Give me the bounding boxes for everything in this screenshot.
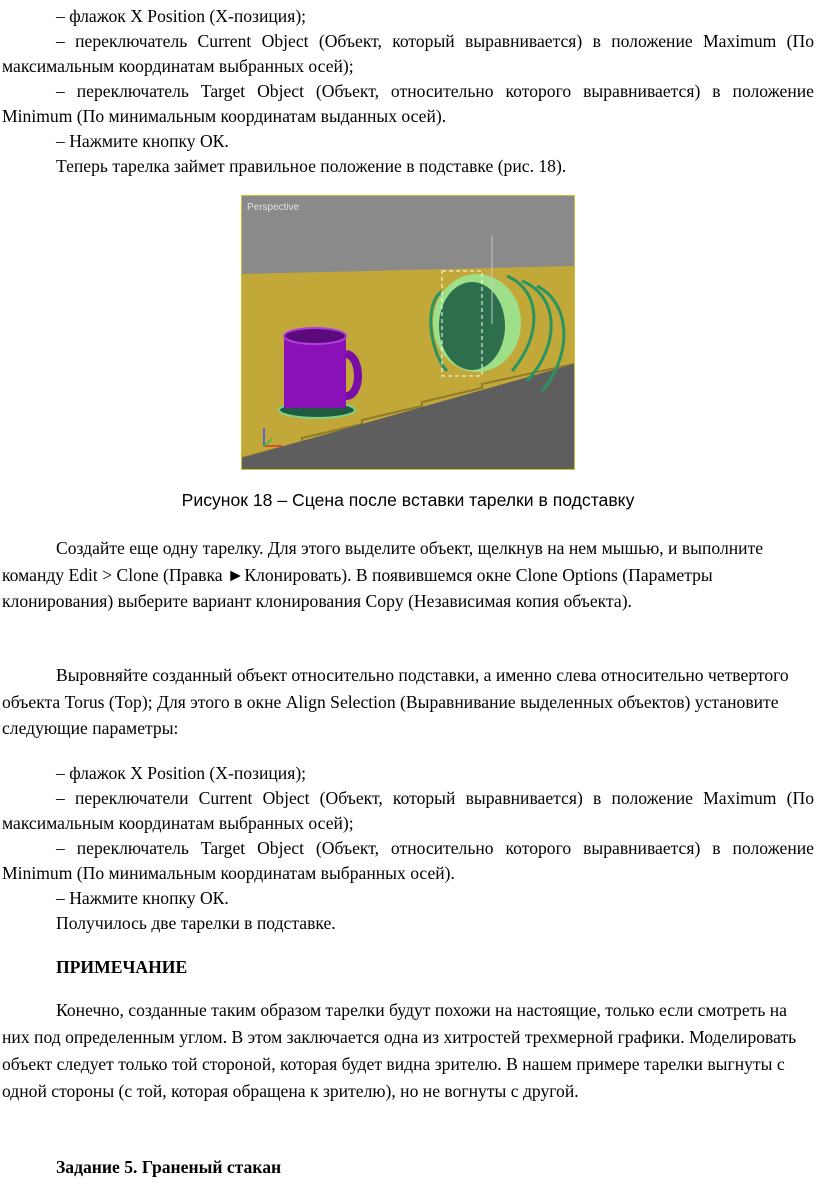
mug-top <box>284 328 346 344</box>
note-paragraph: Конечно, созданные таким образом тарелки будут похожи на настоящие, только если смотреть на них под определенным углом. В этом заключается одна из хитростей трехмерной графики. Моделировать объект следует только той стороной, которая будет видна зрителю. В нашем примере тарелки выгнуты с одной стороны (с той, которая обращена к зрителю), но не вогнуты с другой. <box>2 1000 797 1101</box>
figure-caption: Рисунок 18 – Сцена после вставки тарелки в подставку <box>181 490 635 510</box>
figure-18-viewport <box>241 195 575 470</box>
note-heading: ПРИМЕЧАНИЕ <box>56 957 188 977</box>
list-top <box>2 4 814 179</box>
list-item-current-object: – переключатель Current Object (Объект, который выравнивается) в положение Maximum (По максимальным координатам выбранных осей); <box>2 31 814 76</box>
paragraph-align: Выровняйте созданный объект относительно подставки, а именно слева относительно четвертого объекта Torus (Top); Для этого в окне Align Selection (Выравнивание выделенных объектов) установите следующие параметры: <box>2 665 789 738</box>
list-item-result: Теперь тарелка займет правильное положение в подставке (рис. 18). <box>56 156 567 176</box>
scene-render <box>242 196 574 469</box>
list-bottom <box>2 761 814 936</box>
list-item-x-position: – флажок X Position (X-позиция); <box>56 763 307 783</box>
list-item-x-position: – флажок X Position (X-позиция); <box>56 6 307 26</box>
viewport-label: Perspective <box>247 202 300 213</box>
list-item-current-object: – переключатели Current Object (Объект, который выравнивается) в положение Maximum (По максимальным координатам выбранных осей); <box>2 788 814 833</box>
list-item-target-object: – переключатель Target Object (Объект, относительно которого выравнивается) в положение Minimum (По минимальным координатам выданных осей). <box>2 81 814 126</box>
plate-face <box>439 282 505 370</box>
list-item-press-ok: – Нажмите кнопку ОК. <box>56 888 229 908</box>
paragraph-clone: Создайте еще одну тарелку. Для этого выделите объект, щелкнув на нем мышью, и выполните команду Edit > Clone (Правка ►Клонировать). В появившемся окне Clone Options (Параметры клонирования) выберите вариант клонирования Copy (Независимая копия объекта). <box>2 538 764 611</box>
list-item-press-ok: – Нажмите кнопку ОК. <box>56 131 229 151</box>
task-heading: Задание 5. Граненый стакан <box>56 1157 282 1177</box>
list-item-target-object: – переключатель Target Object (Объект, относительно которого выравнивается) в положение Minimum (По минимальным координатам выбранных осей). <box>2 838 814 883</box>
list-item-result: Получилось две тарелки в подставке. <box>56 913 336 933</box>
mug-body <box>284 336 346 408</box>
